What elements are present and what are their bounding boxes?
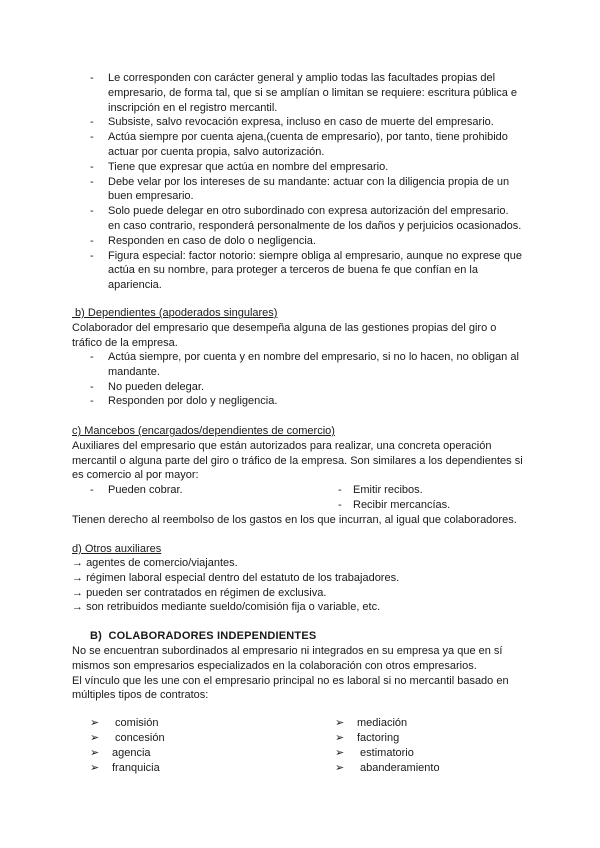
item-line: apariencia. <box>108 279 162 292</box>
section-c-intro-line: es comercio al por mayor: <box>72 469 199 482</box>
section-b-list <box>72 350 542 409</box>
arrow-item-text: régimen laboral especial dentro del estatuto de los trabajadores. <box>86 572 400 584</box>
dash-bullet: - <box>90 72 94 84</box>
item-line: Responden por dolo y negligencia. <box>108 395 278 408</box>
arrow-item-text: pueden ser contratados en régimen de exclusiva. <box>86 587 327 599</box>
list-item <box>72 115 542 130</box>
contract-label: concesión <box>112 732 165 744</box>
list-item <box>72 380 542 395</box>
section-d-heading <box>72 542 532 557</box>
arrowhead-bullet-icon: ➢ <box>90 762 100 774</box>
item-line: Responden en caso de dolo o negligencia. <box>108 234 316 247</box>
contract-label: franquicia <box>112 762 160 774</box>
arrow-item-text: agentes de comercio/viajantes. <box>86 557 238 569</box>
list-item <box>72 160 542 175</box>
arrow-icon: → <box>72 601 83 613</box>
contract-label: agencia <box>112 747 151 759</box>
dash-bullet: - <box>90 249 94 262</box>
list-item <box>72 350 542 380</box>
dash-bullet: - <box>338 499 342 511</box>
arrowhead-bullet-icon: ➢ <box>90 732 100 744</box>
dash-bullet: - <box>90 380 94 393</box>
contract-label: estimatorio <box>357 747 414 759</box>
column-item: Recibir mercancías. <box>353 499 451 511</box>
item-line: mandante. <box>108 365 160 378</box>
dash-bullet: - <box>90 160 94 173</box>
dash-bullet: - <box>338 484 342 496</box>
item-line: Figura especial: factor notorio: siempre obliga al empresario, aunque no exprese que <box>108 249 522 262</box>
arrowhead-bullet-icon: ➢ <box>335 762 345 774</box>
item-line: Actúa siempre por cuenta ajena,(cuenta de empresario), por tanto, tiene prohibido <box>108 131 508 144</box>
contract-label: abanderamiento <box>357 762 440 774</box>
paragraph-line: El vínculo que les une con el empresario principal no es laboral si no mercantil basado en <box>72 674 509 687</box>
item-line: No pueden delegar. <box>108 380 205 393</box>
section-a-list <box>72 71 542 293</box>
arrowhead-bullet-icon: ➢ <box>90 747 100 759</box>
section-b <box>72 306 532 350</box>
column-item: Emitir recibos. <box>353 484 423 496</box>
paragraph-line: mismos son empresarios especializados en la colaboración con otros empresarios. <box>72 659 477 672</box>
section-d-heading-text: d) Otros auxiliares <box>72 543 162 555</box>
list-item <box>72 204 542 234</box>
arrowhead-bullet-icon: ➢ <box>335 747 345 759</box>
arrow-icon: → <box>72 557 83 569</box>
section-c-intro-line: Auxiliares del empresario que están autorizados para realizar, una concreta operación <box>72 439 492 452</box>
item-line: Le corresponden con carácter general y amplio todas las facultades propias del <box>108 72 496 84</box>
contract-label: mediación <box>357 717 408 729</box>
list-item <box>72 249 542 293</box>
section-b-intro-line: Colaborador del empresario que desempeña alguna de las gestiones propias del giro o <box>72 321 497 334</box>
list-item <box>72 130 542 160</box>
arrow-icon: → <box>72 572 83 584</box>
item-line: en caso contrario, responderá personalmente de los daños y perjuicios ocasionados. <box>108 219 522 232</box>
dash-bullet: - <box>90 395 94 408</box>
item-line: Solo puede delegar en otro subordinado con expresa autorización del empresario. <box>108 205 509 218</box>
contract-label: comisión <box>112 717 159 729</box>
dash-bullet: - <box>90 351 94 363</box>
arrowhead-bullet-icon: ➢ <box>90 717 100 729</box>
arrow-item <box>72 586 326 601</box>
section-B-heading: B) COLABORADORES INDEPENDIENTES <box>90 630 317 642</box>
dash-bullet: - <box>90 116 94 129</box>
item-line: empresario, de forma tal, que si se amplían o limitan se requiere: escritura pública e <box>108 86 518 99</box>
list-item <box>72 175 542 205</box>
list-item <box>72 234 542 249</box>
section-c-columns <box>72 483 532 513</box>
section-b-heading: b) Dependientes (apoderados singulares) <box>72 307 278 319</box>
arrow-item <box>72 556 238 571</box>
dash-bullet: - <box>90 234 94 247</box>
arrowhead-bullet-icon: ➢ <box>335 717 345 729</box>
section-c <box>72 424 542 483</box>
list-item <box>72 394 542 409</box>
section-c-heading: c) Mancebos (encargados/dependientes de comercio) <box>72 425 335 437</box>
item-line: Debe velar por los intereses de su mandante: actuar con la diligencia propia de un <box>108 175 510 188</box>
item-line: actuar por cuenta propia, salvo autorización. <box>108 145 325 158</box>
item-line: buen empresario. <box>108 190 194 203</box>
arrowhead-bullet-icon: ➢ <box>335 732 345 744</box>
dash-bullet: - <box>90 484 94 496</box>
section-c-intro-line: mercantil o alguna parte del giro o tráfico de la empresa. Son similares a los dependientes si <box>72 454 523 467</box>
section-b-intro-line: tráfico de la empresa. <box>72 336 178 349</box>
arrow-item <box>72 600 380 615</box>
paragraph-line: múltiples tipos de contratos: <box>72 689 209 702</box>
arrow-icon: → <box>72 587 83 599</box>
dash-bullet: - <box>90 131 94 144</box>
item-line: Actúa siempre, por cuenta y en nombre del empresario, si no lo hacen, no obligan al <box>108 351 519 363</box>
item-line: actúa en su nombre, para proteger a terceros de buena fe que confían en la <box>108 264 478 277</box>
item-line: inscripción en el registro mercantil. <box>108 101 278 114</box>
dash-bullet: - <box>90 175 94 188</box>
section-B-paragraph <box>72 644 542 703</box>
dash-bullet: - <box>90 205 94 218</box>
arrow-item <box>72 571 399 586</box>
item-line: Tiene que expresar que actúa en nombre del empresario. <box>108 160 389 173</box>
list-item <box>72 71 542 115</box>
paragraph-line: No se encuentran subordinados al empresario ni integrados en su empresa ya que en sí <box>72 645 503 657</box>
contract-label: factoring <box>357 732 400 744</box>
arrow-item-text: son retribuidos mediante sueldo/comisión fija o variable, etc. <box>86 601 381 613</box>
column-item: Pueden cobrar. <box>108 484 183 496</box>
item-line: Subsiste, salvo revocación expresa, incluso en caso de muerte del empresario. <box>108 116 494 129</box>
section-c-closing: Tienen derecho al reembolso de los gastos en los que incurran, al igual que colaboradores. <box>72 514 517 526</box>
